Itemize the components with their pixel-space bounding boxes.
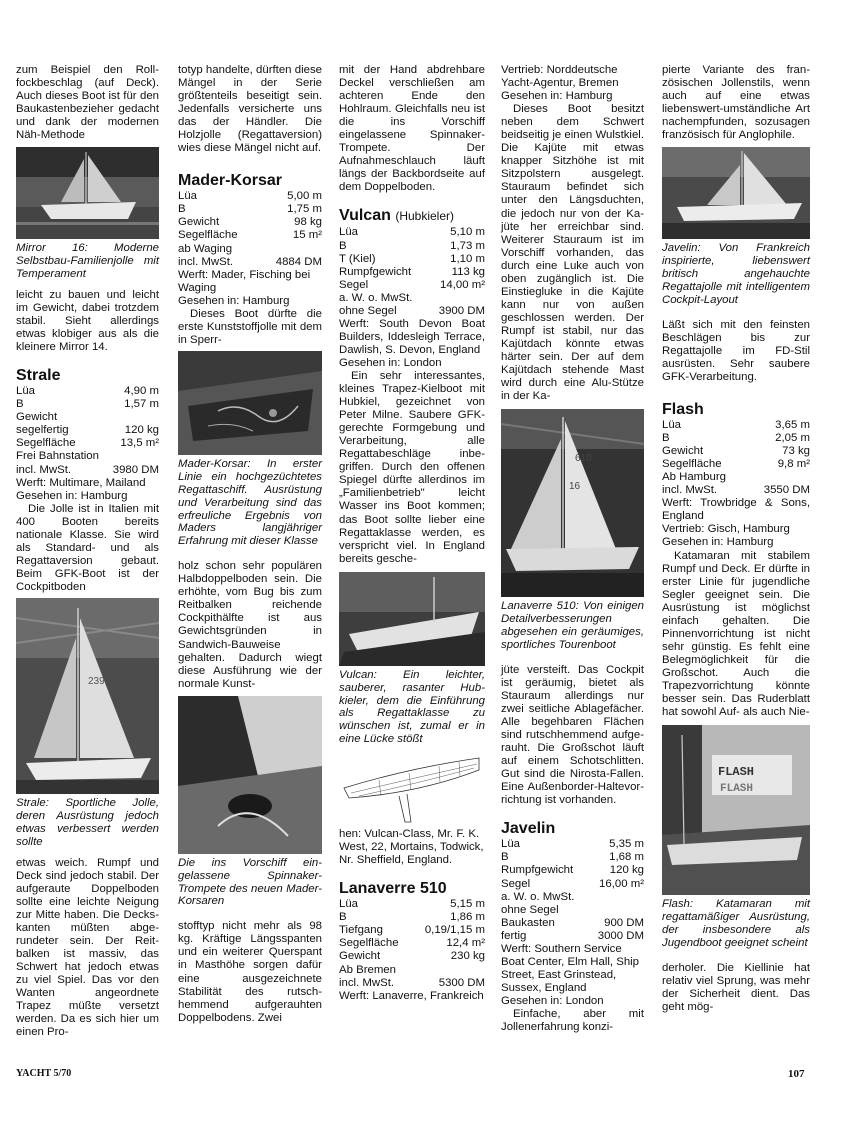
boat-heading-subtitle: (Hubkieler) bbox=[395, 209, 455, 224]
spec-label: segelfertig bbox=[16, 424, 69, 437]
body-text: totyp handelte, dürften diese Mängel in der Serie größtenteils beseitigt sein. Jedenfalls versicherte uns das der Händler. Die Holzjolle (Regattaversion) wies diese Mängel nicht auf. bbox=[178, 64, 322, 155]
spec-value: 4884 DM bbox=[275, 255, 322, 268]
spec-row bbox=[662, 471, 810, 484]
spec-row bbox=[339, 924, 485, 937]
spec-value: 5,15 m bbox=[450, 898, 485, 911]
body-text: Ein sehr interessantes, kleines Trapez-Kielboot mit Hubkiel, gezeichnet von Peter Milne. Saubere GFK-gerechte Formgebung und Verarbeitung, alle Regattabeschläge inbegriffen. Durch den offenen Spiegel dürfte allerdinos im „Familienbetrieb" leicht Wasser ins Boot kommen; das Boot sollte lieber eine Regattaklasse werden, es verspricht viel. In England bereits gesche- bbox=[339, 369, 485, 565]
column-1 bbox=[16, 64, 159, 1039]
body-text: zum Beispiel den Rollfockbeschlag (auf Deck). Auch dieses Boot ist für den Baukastenbezieher gedacht und dank der modernen Näh-Methode bbox=[16, 64, 159, 142]
body-text: etwas weich. Rumpf und Deck sind jedoch stabil. Der aufgeraute Doppelboden sollte eine leichte Neigung zur Mitte haben. Die Deckskanten müßten abgerundeter sein. Der Reitbalken ist massiv, das Schwert hat jedoch etwas zu viel Spiel. Das vor den Wanten angeordnete Trapez müßte versetzt werden. Da es sich hier um einen Pro- bbox=[16, 856, 159, 1039]
spec-value: 13,5 m² bbox=[120, 437, 159, 450]
spec-label: incl. MwSt. bbox=[178, 255, 234, 268]
spec-row bbox=[501, 891, 644, 904]
spec-row bbox=[501, 838, 644, 851]
boat-heading: Lanaverre 510 bbox=[339, 880, 447, 898]
photo-caption: Flash: Katamaran mit regattamäßiger Ausrüstung, der insbesondere als Jugendboot geeignet scheint bbox=[662, 898, 810, 949]
spec-label: ohne Segel bbox=[339, 304, 397, 317]
body-text: Katamaran mit stabilem Rumpf und Deck. Er dürfte in erster Linie für jugendliche Segler geeignet sein. Die Ausrüstung ist möglichst einfach gehalten. Die Pinnenvorrichtung ist nicht sehr günstig. Es fehlt eine Belegmöglichkeit für die Großschot. Auch die Trapezvorrichtung könnte besser sein. Das Ruderblatt hat sowohl Auf- als auch Nie- bbox=[662, 549, 810, 719]
spec-label: a. W. o. MwSt. bbox=[339, 291, 413, 304]
spec-value: 120 kg bbox=[609, 864, 644, 877]
spec-werft: Werft: Mader, Fisching bei Waging bbox=[178, 268, 311, 294]
spec-gesehen: Gesehen in: Hamburg bbox=[662, 536, 774, 549]
column-2 bbox=[178, 64, 322, 1025]
spec-value: 5,10 m bbox=[450, 226, 485, 239]
photo-vulcan bbox=[339, 572, 485, 666]
spec-value: 3980 DM bbox=[112, 463, 159, 476]
spec-label: Segelfläche bbox=[662, 458, 722, 471]
spec-label: B bbox=[339, 239, 347, 252]
spec-label: Segelfläche bbox=[339, 937, 399, 950]
spec-label: Gewicht bbox=[16, 411, 58, 424]
photo-javelin bbox=[662, 147, 810, 239]
body-text: Die Jolle ist in Italien mit 400 Booten bereits nationale Klasse. Sie wird als Standard- und als Regattaversion gebaut. Beim GFK-Boot ist der Cockpitboden bbox=[16, 502, 159, 593]
spec-label: Lüa bbox=[16, 385, 36, 398]
spec-label: B bbox=[16, 398, 24, 411]
spec-label: a. W. o. MwSt. bbox=[501, 890, 575, 903]
spec-table-javelin bbox=[501, 838, 644, 942]
spec-value: 1,57 m bbox=[124, 398, 159, 411]
spec-label: Segelfläche bbox=[178, 229, 238, 242]
body-text: leicht zu bauen und leicht im Gewicht, dabei trotzdem stabil. Sieht allerdings etwas klobiger aus als die kleinere Mirror 14. bbox=[16, 289, 159, 354]
spec-value: 113 kg bbox=[451, 265, 485, 278]
spec-label: Segel bbox=[339, 278, 369, 291]
column-3 bbox=[339, 64, 485, 1003]
spec-row bbox=[501, 878, 644, 891]
spec-value: 1,68 m bbox=[609, 851, 644, 864]
spec-label: fertig bbox=[501, 929, 527, 942]
spec-row bbox=[339, 937, 485, 950]
banner-text: FLASH bbox=[718, 765, 755, 780]
spec-label: Ab Hamburg bbox=[662, 471, 726, 484]
spec-label: Ab Bremen bbox=[339, 963, 396, 976]
spec-label: Lüa bbox=[501, 838, 521, 851]
spec-row bbox=[339, 253, 485, 266]
body-text: stofftyp nicht mehr als 98 kg. Kräftige Längsspanten und ein weiterer Querspant in Masthöhe sorgen dafür eine ausgezeichnete Stabilität des rutschhemmend aufgerauhten Doppelbodens. Zwei bbox=[178, 920, 322, 1024]
spec-value: 0,19/1,15 m bbox=[424, 924, 485, 937]
spec-value: 3900 DM bbox=[438, 304, 485, 317]
spec-label: Lüa bbox=[339, 226, 359, 239]
spec-row bbox=[339, 950, 485, 963]
spec-label: Rumpfgewicht bbox=[501, 864, 574, 877]
spec-row bbox=[662, 419, 810, 432]
spec-row bbox=[16, 398, 159, 411]
spec-gesehen: Gesehen in: Hamburg bbox=[178, 294, 290, 307]
spec-label: B bbox=[339, 911, 347, 924]
spec-row bbox=[339, 266, 485, 279]
photo-caption: Vulcan: Ein leichter, sauberer, rasanter Hubkieler, dem die Einführung als Regattaklasse zu wünschen ist, zumal er in eine Lücke stößt bbox=[339, 668, 485, 746]
spec-label: ab Waging bbox=[178, 242, 233, 255]
spec-value: 1,86 m bbox=[450, 911, 485, 924]
banner-text: FLASH bbox=[720, 783, 754, 796]
spec-row bbox=[501, 864, 644, 877]
photo-flash bbox=[662, 725, 810, 895]
sail-number-text: 16 bbox=[569, 481, 581, 493]
spec-value: 1,75 m bbox=[287, 203, 322, 216]
spec-werft: Werft: Trowbridge & Sons, England bbox=[662, 497, 810, 523]
spec-row bbox=[178, 243, 322, 256]
spec-row bbox=[16, 450, 159, 463]
spec-value: 5,35 m bbox=[609, 838, 644, 851]
spec-label: Gewicht bbox=[178, 216, 220, 229]
spec-value: 900 DM bbox=[604, 916, 644, 929]
spec-row bbox=[501, 930, 644, 943]
body-text: hen: Vulcan-Class, Mr. F. K. West, 22, Mortains, Todwick, Nr. Sheffield, England. bbox=[339, 828, 484, 867]
spec-value: 3550 DM bbox=[763, 484, 810, 497]
spec-row bbox=[501, 904, 644, 917]
spec-label: incl. MwSt. bbox=[16, 463, 72, 476]
spec-werft: Werft: Multimare, Mailand bbox=[16, 476, 146, 489]
spec-value: 3,65 m bbox=[775, 419, 810, 432]
spec-row bbox=[662, 445, 810, 458]
body-text: Vertrieb: Norddeutsche Yacht-Agentur, Bremen bbox=[501, 64, 619, 90]
spec-row bbox=[178, 190, 322, 203]
body-text: mit der Hand abdrehbare Deckel verschließen am achteren Ende den Hohlraum. Gleichfalls neu ist die ins Vorschiff eingelassene Spinnaker-Trompete. Der Aufnahmeschlauch läuft längs der Backbordseite auf dem Doppelboden. bbox=[339, 64, 485, 194]
spec-label: incl. MwSt. bbox=[662, 484, 718, 497]
spec-row bbox=[339, 977, 485, 990]
spec-label: ohne Segel bbox=[501, 903, 559, 916]
photo-mirror16 bbox=[16, 147, 159, 239]
boat-heading: Javelin bbox=[501, 820, 556, 838]
spec-label: Baukasten bbox=[501, 916, 555, 929]
photo-mader-korsar bbox=[178, 351, 322, 455]
spec-value: 16,00 m² bbox=[599, 877, 644, 890]
spec-label: Tiefgang bbox=[339, 924, 383, 937]
spec-table-strale bbox=[16, 385, 159, 476]
spec-value: 120 kg bbox=[124, 424, 159, 437]
boat-heading: Mader-Korsar bbox=[178, 172, 283, 190]
spec-table-lanaverre bbox=[339, 898, 485, 989]
spec-value: 1,10 m bbox=[450, 252, 485, 265]
body-text: pierte Variante des französischen Jollenstils, wenn auch auf eine etwas liebenswert-umständliche Art nachempfunden, sozusagen französisch für Anglophile. bbox=[662, 64, 810, 142]
spec-value: 2,05 m bbox=[775, 432, 810, 445]
spec-row bbox=[662, 458, 810, 471]
spec-row bbox=[178, 229, 322, 242]
spec-gesehen: Gesehen in: London bbox=[501, 994, 604, 1007]
spec-row bbox=[178, 256, 322, 269]
spec-row bbox=[339, 898, 485, 911]
spec-label: Lüa bbox=[339, 898, 359, 911]
spec-table-flash bbox=[662, 419, 810, 497]
spec-werft: Werft: Lanaverre, Frankreich bbox=[339, 989, 484, 1002]
column-4 bbox=[501, 64, 644, 1034]
body-text: derholer. Die Kiellinie hat relativ viel Sprung, was mehr der Sicherheit dient. Das geht mög- bbox=[662, 961, 810, 1013]
spec-value: 98 kg bbox=[294, 216, 322, 229]
photo-spinnaker-trompete bbox=[178, 696, 322, 854]
spec-row bbox=[339, 911, 485, 924]
spec-gesehen: Gesehen in: London bbox=[339, 356, 442, 369]
spec-label: Gewicht bbox=[339, 950, 381, 963]
spec-werft: Werft: South Devon Boat Builders, Iddesleigh Terrace, Dawlish, S. Devon, England bbox=[339, 317, 485, 356]
spec-table-vulcan bbox=[339, 226, 485, 317]
spec-row bbox=[178, 203, 322, 216]
spec-label: B bbox=[501, 851, 509, 864]
sail-number-text: 239 bbox=[88, 675, 105, 687]
body-text: Dieses Boot besitzt neben dem Schwert beidseitig je einen Wulstkiel. Die Kajüte mit etwas knapper Sitzhöhe ist mit Sitzpolstern ausgelegt. Stauraum befindet sich unter den Längsduchten, die jedoch nur von der Kajüte her erreichbar sind. Weiterer Stauraum ist im Vorschiff vorhanden, das durch eine Luke auch von oben zugänglich ist. Die Einstiegluke in die Kajüte kann nur von außen geschlossen werden. Der Rumpf ist stabil, nur das Kajütdach könnte etwas härter sein. Der auf dem Kajütdach stehende Mast wird durch eine Alu-Stütze in der Ka- bbox=[501, 103, 644, 403]
spec-row bbox=[501, 917, 644, 930]
spec-label: Segelfläche bbox=[16, 437, 76, 450]
spec-row bbox=[662, 484, 810, 497]
spec-label: Lüa bbox=[178, 190, 198, 203]
photo-caption: Javelin: Von Frankreich inspirierte, liebenswert britisch angehauchte Regattajolle mit intelligentem Cockpit-Layout bbox=[662, 242, 810, 306]
spec-label: Gewicht bbox=[662, 445, 704, 458]
boat-heading-name: Vulcan bbox=[339, 207, 391, 225]
spec-label: T (Kiel) bbox=[339, 252, 376, 265]
hull-line-drawing bbox=[339, 748, 485, 828]
spec-row bbox=[662, 432, 810, 445]
boat-heading bbox=[339, 206, 485, 226]
spec-row bbox=[178, 216, 322, 229]
spec-row bbox=[339, 279, 485, 292]
spec-label: B bbox=[178, 203, 186, 216]
spec-row bbox=[16, 411, 159, 424]
spec-value: 14,00 m² bbox=[440, 278, 485, 291]
boat-heading: Strale bbox=[16, 367, 61, 385]
spec-gesehen: Gesehen in: Hamburg bbox=[16, 489, 128, 502]
spec-value: 12,4 m² bbox=[446, 937, 485, 950]
photo-lanaverre bbox=[501, 409, 644, 597]
photo-caption: Mirror 16: Moderne Selbstbau-Familienjolle mit Temperament bbox=[16, 242, 159, 281]
spec-row bbox=[16, 385, 159, 398]
spec-row bbox=[501, 851, 644, 864]
page-number: 107 bbox=[788, 1068, 805, 1080]
spec-row bbox=[339, 226, 485, 239]
photo-caption: Mader-Korsar: In erster Linie ein hochgezüchtetes Regattaschiff. Ausrüstung und Verarbeitung sind das erfreuliche Ergebnis von Maders langjähriger Erfahrung mit dieser Klasse bbox=[178, 457, 322, 548]
photo-strale bbox=[16, 598, 159, 794]
spec-value: 73 kg bbox=[782, 445, 810, 458]
spec-label: Lüa bbox=[662, 419, 682, 432]
body-text: Läßt sich mit den feinsten Beschlägen bis zur Regattajolle im FD-Stil ausrüsten. Sehr saubere GFK-Verarbeitung. bbox=[662, 318, 810, 383]
spec-label: Frei Bahnstation bbox=[16, 450, 99, 463]
body-text: Dieses Boot dürfte die erste Kunststoffjolle mit dem in Sperr- bbox=[178, 307, 322, 346]
photo-caption: Lanaverre 510: Von einigen Detailverbesserungen abgesehen ein geräumiges, sportliches Tourenboot bbox=[501, 600, 644, 651]
body-text: jüte versteift. Das Cockpit ist geräumig, bietet als Stauraum allerdings nur zwei seitliche Ablagefächer. Alle begehbaren Flächen sind rutschhemmend aufgerauht. Die Großschot läuft auf einem Schotschlitten. Gut sind die Nirosta-Fallen. Eine Außenborder-Haltevorrichtung ist vorhanden. bbox=[501, 663, 644, 807]
spec-vertrieb: Vertrieb: Gisch, Hamburg bbox=[662, 523, 790, 536]
spec-row bbox=[339, 305, 485, 318]
spec-value: 15 m² bbox=[292, 229, 322, 242]
spec-row bbox=[339, 964, 485, 977]
spec-table-mader-korsar bbox=[178, 190, 322, 268]
body-text: Einfache, aber mit Jollenerfahrung konzi- bbox=[501, 1007, 644, 1034]
spec-row bbox=[16, 437, 159, 450]
spec-label: B bbox=[662, 432, 670, 445]
spec-werft: Werft: Southern Service Boat Center, Elm Hall, Ship Street, East Grinstead, Sussex, England bbox=[501, 942, 640, 994]
spec-value: 5300 DM bbox=[438, 976, 485, 989]
spec-row bbox=[339, 240, 485, 253]
spec-gesehen: Gesehen in: Hamburg bbox=[501, 90, 613, 103]
footer-issue: YACHT 5/70 bbox=[16, 1068, 72, 1079]
photo-caption: Strale: Sportliche Jolle, deren Ausrüstung jedoch etwas verbessert werden sollte bbox=[16, 796, 159, 848]
spec-label: incl. MwSt. bbox=[339, 976, 395, 989]
spec-label: Rumpfgewicht bbox=[339, 265, 412, 278]
spec-value: 230 kg bbox=[450, 950, 485, 963]
spec-row bbox=[16, 464, 159, 477]
body-text: holz schon sehr populären Halbdoppelboden sein. Die erhöhte, vom Bug bis zum Reitbalken reichende Cockpithälfte ist aus Gewichtsgründen in Sandwich-Bauweise gehalten. Dadurch wiegt diese Ausführung wie der normale Kunst- bbox=[178, 560, 322, 690]
spec-value: 3000 DM bbox=[597, 929, 644, 942]
photo-caption: Die ins Vorschiff eingelassene Spinnaker-Trompete des neuen Mader-Korsaren bbox=[178, 856, 322, 908]
spec-row bbox=[16, 424, 159, 437]
column-5 bbox=[662, 64, 810, 1014]
spec-value: 5,00 m bbox=[287, 190, 322, 203]
spec-value: 4,90 m bbox=[124, 385, 159, 398]
sail-number-text: 610 bbox=[575, 453, 592, 465]
spec-row bbox=[339, 292, 485, 305]
boat-heading: Flash bbox=[662, 401, 704, 419]
spec-label: Segel bbox=[501, 877, 531, 890]
spec-value: 1,73 m bbox=[450, 239, 485, 252]
spec-value: 9,8 m² bbox=[777, 458, 810, 471]
